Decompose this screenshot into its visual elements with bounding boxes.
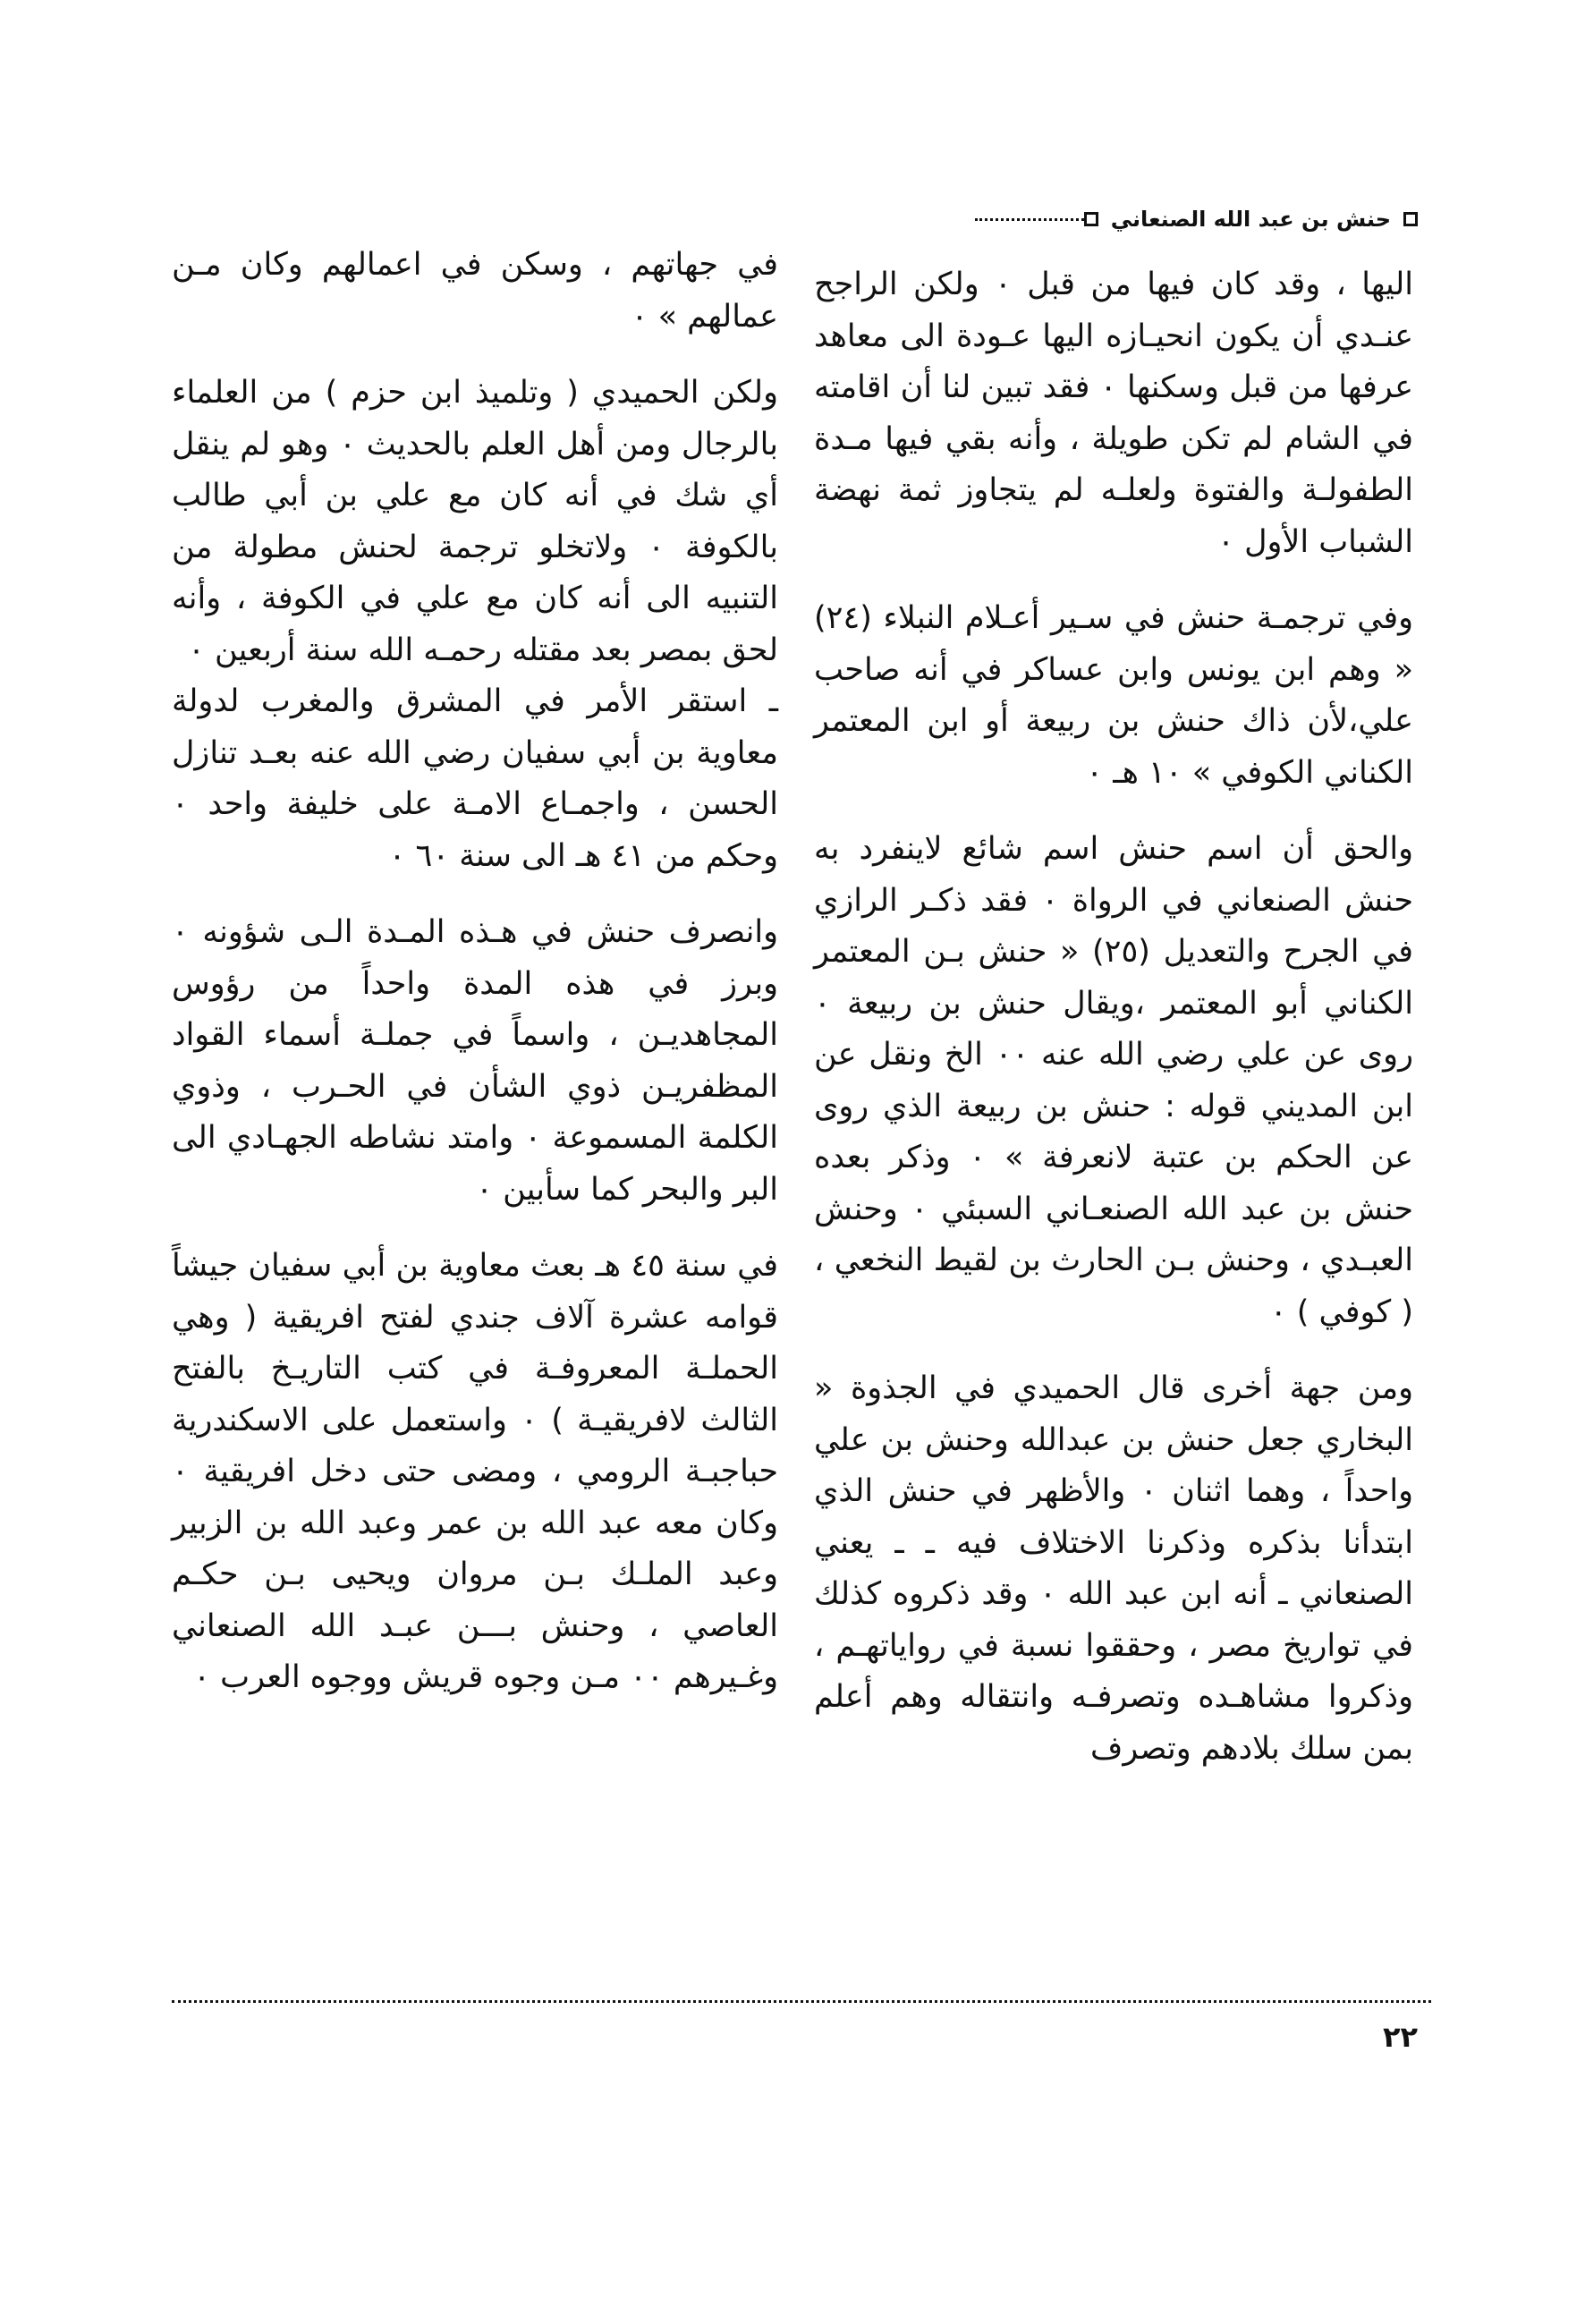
header-box-right [1403, 212, 1418, 226]
left-paragraph-1: في جهاتهم ، وسكن في اعمالهم وكان مـن عمالهم » ٠ [172, 247, 778, 335]
running-header [966, 197, 1418, 242]
right-column [814, 259, 1413, 1775]
left-paragraph-4: وانصرف حنش في هـذه المـدة الـى شؤونه ٠ وبرز في هذه المدة واحداً من رؤوس المجاهديـن ، واسماً في جملـة أسماء القواد المظفريـن ذوي الشأن في الحـرب ، وذوي الكلمة المسموعة ٠ وامتد نشاطه الجهـادي الى البر والبحر كما سأبين ٠ [172, 914, 778, 1208]
header-dotted-rule [975, 218, 1084, 221]
footer-dotted-rule [172, 2000, 1431, 2003]
right-paragraph-4: ومن جهة أخرى قال الحميدي في الجذوة « البخاري جعل حنش بن عبدالله وحنش بن علي واحداً ، وهما اثنان ٠ والأظهر في حنش الذي ابتدأنا بذكره وذكرنا الاختلاف فيه ـ ـ يعني الصنعاني ـ أنه ابن عبد الله ٠ وقد ذكروه كذلك في تواريخ مصر ، وحققوا نسبة في رواياتهـم ، وذكروا مشاهـده وتصرفـه وانتقاله وهم أعلم بمن سلك بلادهم وتصرف [814, 1370, 1413, 1767]
left-paragraph-5: في سنة ٤٥ هـ بعث معاوية بن أبي سفيان جيشاً قوامه عشرة آلاف جندي لفتح افريقية ( وهي الحملـة المعروفـة في كتب التاريـخ بالفتح الثالث لافريقيـة ) ٠ واستعمل على الاسكندرية حباجبـة الرومي ، ومضى حتى دخل افريقية ٠ وكان معه عبد الله بن عمر وعبد الله بن الزبير وعبد الملـك بـن مروان ويحيى بـن حكـم العاصي ، وحنش بـــن عبـد الله الصنعاني وغـيرهم ٠٠ مـن وجوه قريش ووجوه العرب ٠ [172, 1248, 778, 1695]
page-number: ٢٢ [1382, 2020, 1418, 2054]
left-column [172, 240, 778, 1704]
left-paragraph-2: ولكن الحميدي ( وتلميذ ابن حزم ) من العلماء بالرجال ومن أهل العلم بالحديث ٠ وهو لم ينقل أي شك في أنه كان مع علي بن أبي طالب بالكوفة ٠ ولاتخلو ترجمة لحنش مطولة من التنبيه الى أنه كان مع علي في الكوفة ، وأنه لحق بمصر بعد مقتله رحمـه الله سنة أربعين ٠ [172, 375, 778, 668]
header-box-left [1084, 212, 1098, 226]
header-title: حنش بن عبد الله الصنعاني [1110, 207, 1391, 232]
left-paragraph-3: ـ استقر الأمر في المشرق والمغرب لدولة معاوية بن أبي سفيان رضي الله عنه بعـد تنازل الحسن ، واجمـاع الامـة على خليفة واحد ٠ وحكم من ٤١ هـ الى سنة ٦٠ ٠ [172, 683, 778, 874]
right-paragraph-3: والحق أن اسم حنش اسم شائع لاينفرد به حنش الصنعاني في الرواة ٠ فقد ذكـر الرازي في الجرح والتعديل (٢٥) « حنش بـن المعتمر الكناني أبو المعتمر ،ويقال حنش بن ربيعة ٠ روى عن علي رضي الله عنه ٠٠ الخ ونقل عن ابن المديني قوله : حنش بن ربيعة الذي روى عن الحكم بن عتبة لانعرفة » ٠ وذكر بعده حنش بن عبد الله الصنعـاني السبئي ٠ وحنش العبـدي ، وحنش بـن الحارث بن لقيط النخعي ، ( كوفي ) ٠ [814, 831, 1413, 1330]
right-paragraph-2: وفي ترجمـة حنش في سـير أعـلام النبلاء (٢٤) « وهم ابن يونس وابن عساكر في أنه صاحب علي،لأن ذاك حنش بن ربيعة أو ابن المعتمر الكناني الكوفي » ١٠ هـ ٠ [814, 600, 1413, 791]
right-paragraph-1: اليها ، وقد كان فيها من قبل ٠ ولكن الراجح عنـدي أن يكون انحيـازه اليها عـودة الى معاهد عرفها من قبل وسكنها ٠ فقد تبين لنا أن اقامته في الشام لم تكن طويلة ، وأنه بقي فيها مـدة الطفولـة والفتوة ولعلـه لم يتجاوز ثمة نهضة الشباب الأول ٠ [814, 267, 1413, 560]
